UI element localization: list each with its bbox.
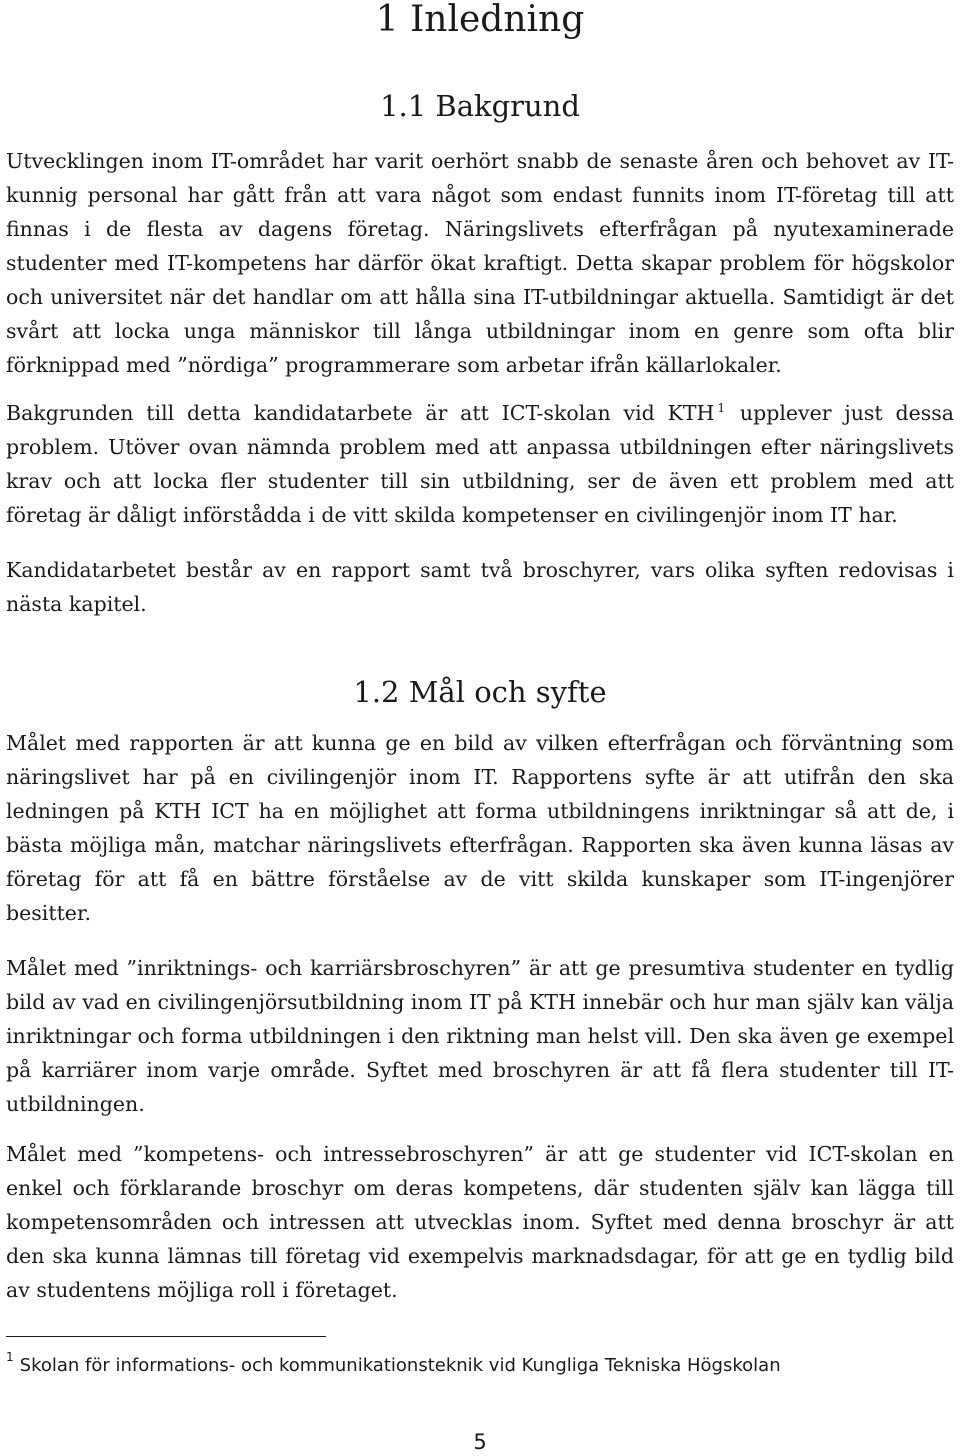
paragraph-text: upplever just dessa problem. Utöver ovan nämnda problem med att anpassa utbildningen efter näringslivets krav och att locka fler studenter till sin utbildning, ser de även ett problem med att företag är dåligt införstådda i de vitt skilda kompetenser en civilingenjör inom IT har. (6, 401, 954, 527)
paragraph-text: Bakgrunden till detta kandidatarbete är att ICT-skolan vid KTH (6, 401, 715, 425)
section-heading-bakgrund: 1.1 Bakgrund (380, 89, 580, 123)
paragraph-bakgrund-3: Kandidatarbetet består av en rapport samt två broschyrer, vars olika syften redovisas i nästa kapitel. (6, 558, 954, 616)
footnote-mark: 1 (6, 1350, 14, 1364)
footnote-reference: 1 (717, 401, 726, 415)
footnote-text: Skolan för informations- och kommunikationsteknik vid Kungliga Tekniska Högskolan (19, 1355, 781, 1376)
paragraph-bakgrund-2 (6, 396, 954, 532)
paragraph-bakgrund-1: Utvecklingen inom IT-området har varit oerhört snabb de senaste åren och behovet av IT-kunnig personal har gått från att vara något som endast funnits inom IT-företag till att finnas i de flesta av dagens företag. Näringslivets efterfrågan på nyutexaminerade studenter med IT-kompetens har därför ökat kraftigt. Detta skapar problem för högskolor och universitet när det handlar om att hålla sina IT-utbildningar aktuella. Samtidigt är det svårt att locka unga människor till långa utbildningar inom en genre som ofta blir förknippad med ”nördiga” programmerare som arbetar ifrån källarlokaler. (6, 149, 954, 377)
paragraph-mal-2: Målet med ”inriktnings- och karriärsbroschyren” är att ge presumtiva studenter en tydlig bild av vad en civilingenjörsutbildning inom IT på KTH innebär och hur man själv kan välja inriktningar och forma utbildningen i den riktning man helst vill. Den ska även ge exempel på karriärer inom varje område. Syftet med broschyren är att få flera studenter till IT-utbildningen. (6, 956, 954, 1116)
page-number: 5 (473, 1430, 487, 1454)
footnote-divider (6, 1336, 326, 1337)
section-heading-mal-och-syfte: 1.2 Mål och syfte (353, 675, 607, 709)
paragraph-mal-3: Målet med ”kompetens- och intressebroschyren” är att ge studenter vid ICT-skolan en enkel och förklarande broschyr om deras kompetens, där studenten själv kan lägga till kompetensområden och intressen att utvecklas inom. Syftet med denna broschyr är att den ska kunna lämnas till företag vid exempelvis marknadsdagar, för att ge en tydlig bild av studentens möjliga roll i företaget. (6, 1142, 954, 1302)
footnote (6, 1352, 946, 1380)
paragraph-mal-1: Målet med rapporten är att kunna ge en bild av vilken efterfrågan och förväntning som näringslivet har på en civilingenjör inom IT. Rapportens syfte är att utifrån den ska ledningen på KTH ICT ha en möjlighet att forma utbildningens inriktningar så att de, i bästa möjliga mån, matchar näringslivets efterfrågan. Rapporten ska även kunna läsas av företag för att få en bättre förståelse av de vitt skilda kunskaper som IT-ingenjörer besitter. (6, 731, 954, 925)
chapter-heading: 1 Inledning (375, 0, 585, 40)
